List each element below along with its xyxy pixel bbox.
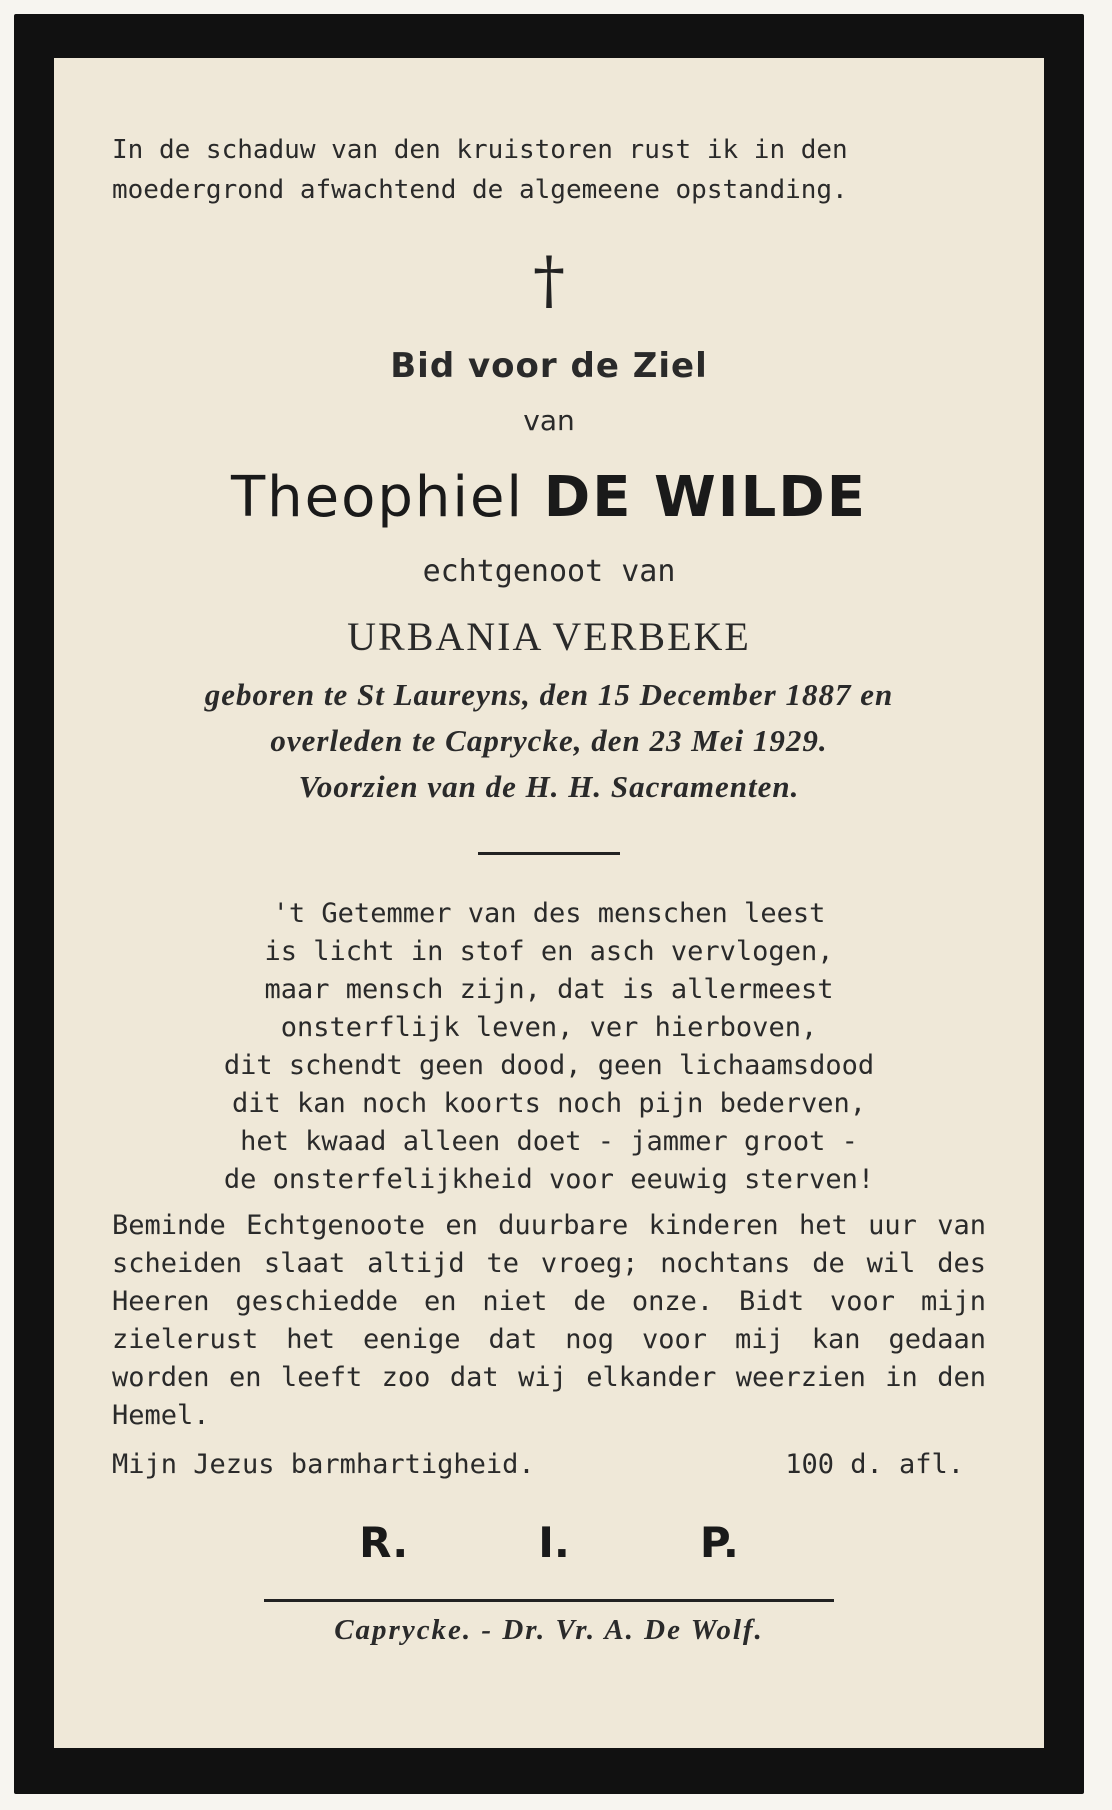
invocation-text: Mijn Jezus barmhartigheid. xyxy=(112,1449,535,1480)
footer-rule xyxy=(264,1599,834,1602)
divider xyxy=(478,852,620,855)
poem-line: het kwaad alleen doet - jammer groot - xyxy=(240,1126,858,1157)
prayer-heading: Bid voor de Ziel xyxy=(390,346,708,386)
poem xyxy=(112,895,986,1199)
memorial-card-border xyxy=(14,14,1084,1794)
epigraph-line-2: moedergrond afwachtend de algemeene opstanding. xyxy=(112,175,848,205)
bio-line-3: Voorzien van de H. H. Sacramenten. xyxy=(298,769,800,804)
rip-letter: I. xyxy=(538,1518,570,1567)
deceased-name xyxy=(112,465,986,530)
biography xyxy=(112,672,986,810)
spouse-name: URBANIA VERBEKE xyxy=(347,614,751,659)
epigraph-line-1: In de schaduw van den kruistoren rust ik in den xyxy=(112,135,848,165)
deceased-first-name: Theophiel xyxy=(230,465,524,530)
bio-line-2: overleden te Caprycke, den 23 Mei 1929. xyxy=(270,723,828,758)
rip xyxy=(112,1518,986,1567)
poem-line: onsterflijk leven, ver hierboven, xyxy=(280,1012,818,1043)
poem-line: is licht in stof en asch vervlogen, xyxy=(264,936,834,967)
memorial-card xyxy=(54,58,1044,1748)
poem-line: maar mensch zijn, dat is allermeest xyxy=(264,974,834,1005)
epigraph xyxy=(112,130,986,210)
rip-letter: R. xyxy=(359,1518,409,1567)
farewell-paragraph: Beminde Echtgenoote en duurbare kinderen het uur van scheiden slaat altijd te vroeg; nochtans de wil des Heeren geschiedde en niet de onze. Bidt voor mijn zielerust het eenige dat nog voor mij kan gedaan worden en leeft zoo dat wij elkander weerzien in den Hemel. xyxy=(112,1210,986,1431)
deceased-last-name: DE WILDE xyxy=(543,465,868,530)
spouse-label: echtgenoot van xyxy=(422,554,676,589)
cross-icon: † xyxy=(533,244,565,318)
poem-line: de onsterfelijkheid voor eeuwig sterven! xyxy=(223,1164,875,1195)
printer-credit: Caprycke. - Dr. Vr. A. De Wolf. xyxy=(334,1614,764,1646)
invocation-row xyxy=(112,1449,986,1480)
poem-line: 't Getemmer van des menschen leest xyxy=(272,898,826,929)
van-label: van xyxy=(523,404,575,437)
poem-line: dit kan noch koorts noch pijn bederven, xyxy=(232,1088,866,1119)
bio-line-1: geboren te St Laureyns, den 15 December 1887 en xyxy=(204,677,894,712)
rip-letter: P. xyxy=(699,1518,739,1567)
poem-line: dit schendt geen dood, geen lichaamsdood xyxy=(223,1050,875,1081)
indulgence-text: 100 d. afl. xyxy=(785,1449,964,1480)
